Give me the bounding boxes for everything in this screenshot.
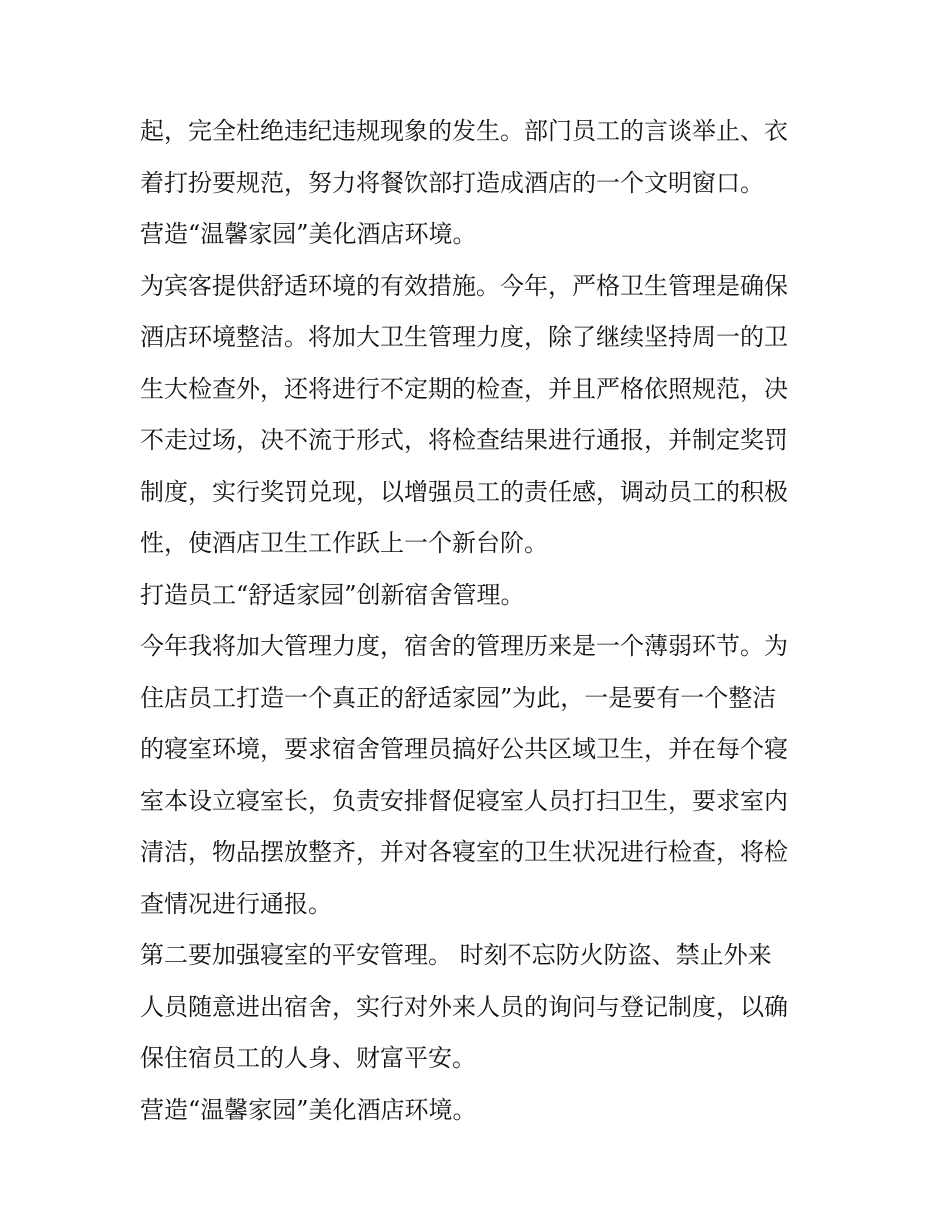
text-line: 性，使酒店卫生工作跃上一个新台阶。 [140, 529, 548, 557]
text-line: 酒店环境整洁。将加大卫生管理力度，除了继续坚持周一的卫 [140, 323, 788, 351]
text-line: 人员随意进出宿舍，实行对外来人员的询问与登记制度，以确 [140, 992, 788, 1021]
text-line: 保住宿员工的人身、财富平安。 [140, 1044, 476, 1072]
text-line: 查情况进行通报。 [140, 889, 332, 918]
section-heading: 营造“温馨家园”美化酒店环境。 [140, 220, 477, 248]
text-line: 清洁，物品摆放整齐，并对各寝室的卫生状况进行检查，将检 [140, 838, 788, 866]
text-line: 不走过场，决不流于形式，将检查结果进行通报，并制定奖罚 [140, 426, 788, 454]
text-line: 今年我将加大管理力度，宿舍的管理历来是一个薄弱环节。为 [140, 632, 788, 660]
text-line: 制度，实行奖罚兑现，以增强员工的责任感，调动员工的积极 [140, 477, 788, 506]
document-body [140, 106, 815, 1136]
text-line: 生大检查外，还将进行不定期的检查，并且严格依照规范，决 [140, 374, 788, 403]
text-line: 住店员工打造一个真正的舒适家园”为此，一是要有一个整洁 [140, 683, 777, 712]
section-heading: 打造员工“舒适家园”创新宿舍管理。 [140, 580, 525, 609]
text-line: 为宾客提供舒适环境的有效措施。今年，严格卫生管理是确保 [140, 271, 788, 300]
text-line: 室本设立寝室长，负责安排督促寝室人员打扫卫生，要求室内 [140, 786, 788, 815]
text-line: 第二要加强寝室的平安管理。 时刻不忘防火防盗、禁止外来 [140, 941, 772, 969]
section-heading: 营造“温馨家园”美化酒店环境。 [140, 1095, 477, 1124]
text-line: 的寝室环境，要求宿舍管理员搞好公共区域卫生，并在每个寝 [140, 735, 788, 763]
text-line: 着打扮要规范，努力将餐饮部打造成酒店的一个文明窗口。 [140, 168, 764, 197]
text-line: 起，完全杜绝违纪违规现象的发生。部门员工的言谈举止、衣 [140, 117, 788, 145]
